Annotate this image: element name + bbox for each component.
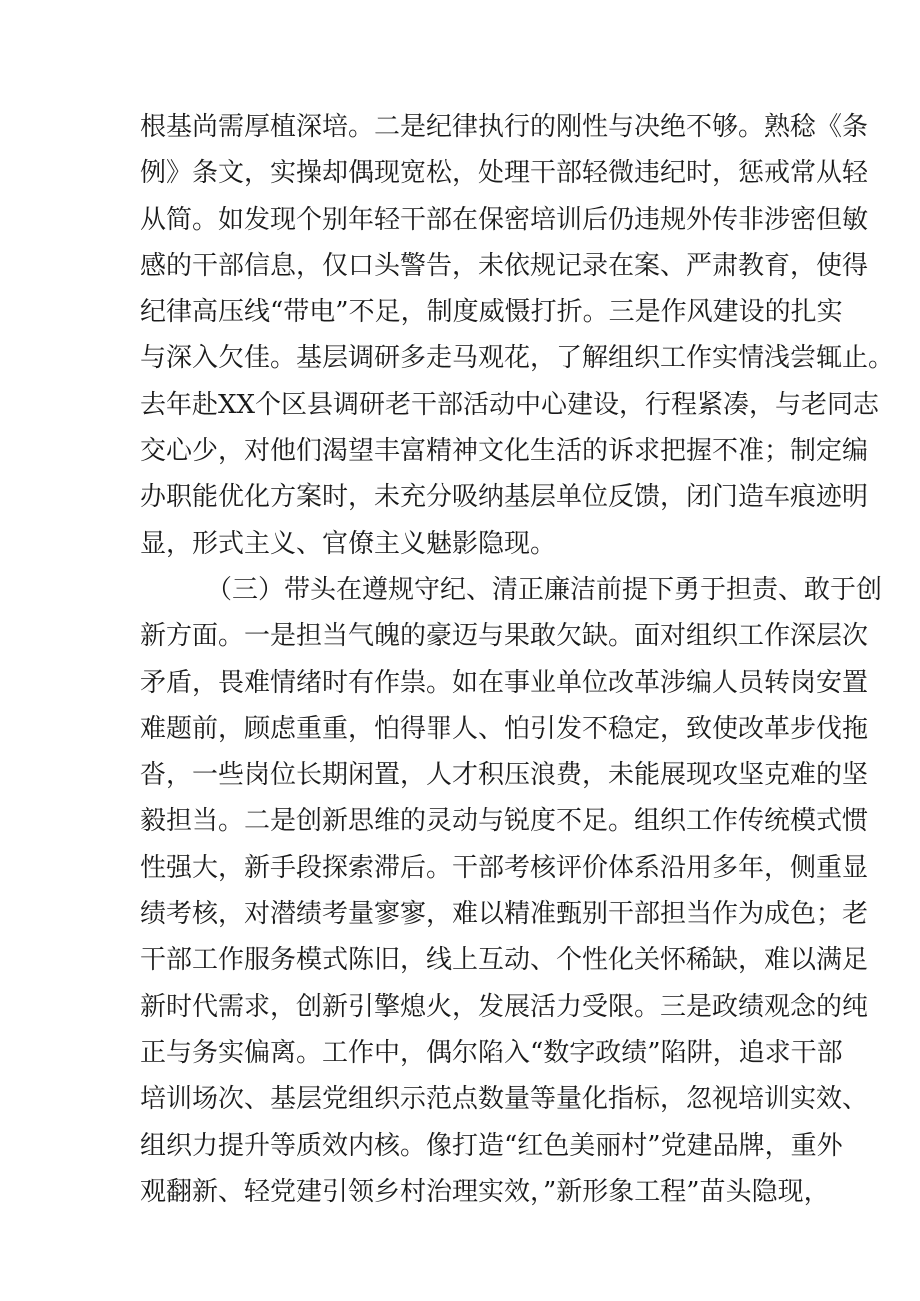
paragraph-line: 显，形式主义、官僚主义魅影隐现。 <box>140 528 557 559</box>
paragraph-line: 根基尚需厚植深培。二是纪律执行的刚性与决绝不够。熟稔《条 <box>140 112 869 142</box>
paragraph-line: 毅担当。二是创新思维的灵动与锐度不足。组织工作传统模式惯 <box>140 806 869 837</box>
paragraph-line: 例》条文，实操却偶现宽松，处理干部轻微违纪时，惩戒常从轻 <box>140 158 869 189</box>
paragraph-line: 沓，一些岗位长期闲置，人才积压浪费，未能展现攻坚克难的坚 <box>140 760 869 791</box>
body-text <box>140 104 895 1215</box>
paragraph-1 <box>140 104 895 567</box>
paragraph-line: 去年赴XX个区县调研老干部活动中心建设，行程紧凑，与老同志 <box>140 389 880 420</box>
paragraph-line: 感的干部信息，仅口头警告，未依规记录在案、严肃教育，使得 <box>140 250 869 281</box>
paragraph-line: 新时代需求，创新引擎熄火，发展活力受限。三是政绩观念的纯 <box>140 991 869 1022</box>
paragraph-line: 干部工作服务模式陈旧，线上互动、个性化关怀稀缺，难以满足 <box>140 945 869 976</box>
paragraph-line: 纪律高压线“带电”不足，制度威慑打折。三是作风建设的扎实 <box>140 297 843 328</box>
paragraph-line: 绩考核，对潜绩考量寥寥，难以精准甄别干部担当作为成色；老 <box>140 899 869 930</box>
section-heading-line: （三）带头在遵规守纪、清正廉洁前提下勇于担责、敢于创 <box>206 574 883 605</box>
paragraph-line: 交心少，对他们渴望丰富精神文化生活的诉求把握不准；制定编 <box>140 436 869 467</box>
paragraph-line: 性强大，新手段探索滞后。干部考核评价体系沿用多年，侧重显 <box>140 852 869 883</box>
paragraph-2 <box>140 567 883 1215</box>
paragraph-line: 组织力提升等质效内核。像打造“红色美丽村”党建品牌，重外 <box>140 1130 843 1161</box>
paragraph-line: 从简。如发现个别年轻干部在保密培训后仍违规外传非涉密但敏 <box>140 204 869 235</box>
paragraph-line: 新方面。一是担当气魄的豪迈与果敢欠缺。面对组织工作深层次 <box>140 621 869 652</box>
paragraph-line: 矛盾，畏难情绪时有作祟。如在事业单位改革涉编人员转岗安置 <box>140 667 869 698</box>
paragraph-line: 办职能优化方案时，未充分吸纳基层单位反馈，闭门造车痕迹明 <box>140 482 869 513</box>
paragraph-line: 观翻新、轻党建引领乡村治理实效，”新形象工程”苗头隐现， <box>140 1176 830 1207</box>
paragraph-line: 培训场次、基层党组织示范点数量等量化指标，忽视培训实效、 <box>140 1084 869 1115</box>
paragraph-line: 正与务实偏离。工作中，偶尔陷入“数字政绩”陷阱，追求干部 <box>140 1037 843 1068</box>
paragraph-line: 与深入欠佳。基层调研多走马观花，了解组织工作实情浅尝辄止。 <box>140 343 895 374</box>
paragraph-line: 难题前，顾虑重重，怕得罪人、怕引发不稳定，致使改革步伐拖 <box>140 713 869 744</box>
